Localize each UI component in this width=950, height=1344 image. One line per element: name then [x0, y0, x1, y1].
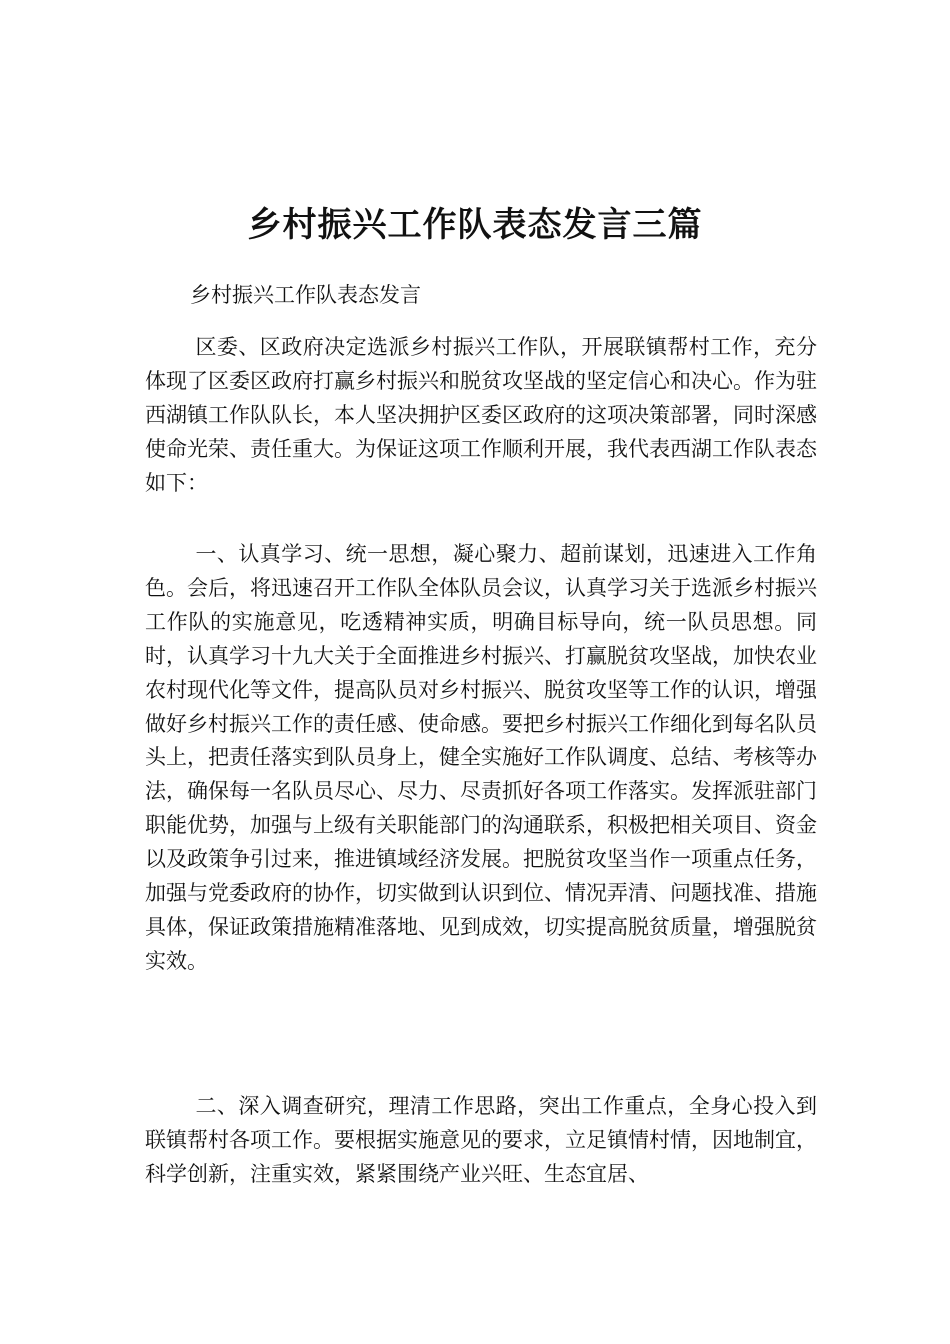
- paragraph-2-text: 一、认真学习、统一思想，凝心聚力、超前谋划，迅速进入工作角色。会后，将迅速召开工作队全体队员会议，认真学习关于选派乡村振兴工作队的实施意见，吃透精神实质，明确目标导向，统一队员思想。同时，认真学习十九大关于全面推进乡村振兴、打赢脱贫攻坚战，加快农业农村现代化等文件，提高队员对乡村振兴、脱贫攻坚等工作的认识，增强做好乡村振兴工作的责任感、使命感。要把乡村振兴工作细化到每名队员头上，把责任落实到队员身上，健全实施好工作队调度、总结、考核等办法，确保每一名队员尽心、尽力、尽责抓好各项工作落实。发挥派驻部门职能优势，加强与上级有关职能部门的沟通联系，积极把相关项目、资金以及政策争引过来，推进镇域经济发展。把脱贫攻坚当作一项重点任务，加强与党委政府的协作，切实做到认识到位、情况弄清、问题找准、措施具体，保证政策措施精准落地、见到成效，切实提高脱贫质量，增强脱贫实效。: [145, 542, 817, 973]
- paragraph-1-text: 区委、区政府决定选派乡村振兴工作队，开展联镇帮村工作，充分体现了区委区政府打赢乡村振兴和脱贫攻坚战的坚定信心和决心。作为驻西湖镇工作队队长，本人坚决拥护区委区政府的这项决策部署，同时深感使命光荣、责任重大。为保证这项工作顺利开展，我代表西湖工作队表态如下：: [145, 335, 817, 495]
- paragraph-3: [145, 1090, 817, 1192]
- paragraph-1: [145, 331, 817, 501]
- paragraph-3-text: 二、深入调查研究，理清工作思路，突出工作重点，全身心投入到联镇帮村各项工作。要根据实施意见的要求，立足镇情村情，因地制宜，科学创新，注重实效，紧紧围绕产业兴旺、生态宜居、: [145, 1094, 817, 1186]
- document-subtitle: 乡村振兴工作队表态发言: [190, 283, 421, 307]
- document-title: 乡村振兴工作队表态发言三篇: [247, 205, 703, 245]
- paragraph-2: [145, 538, 817, 979]
